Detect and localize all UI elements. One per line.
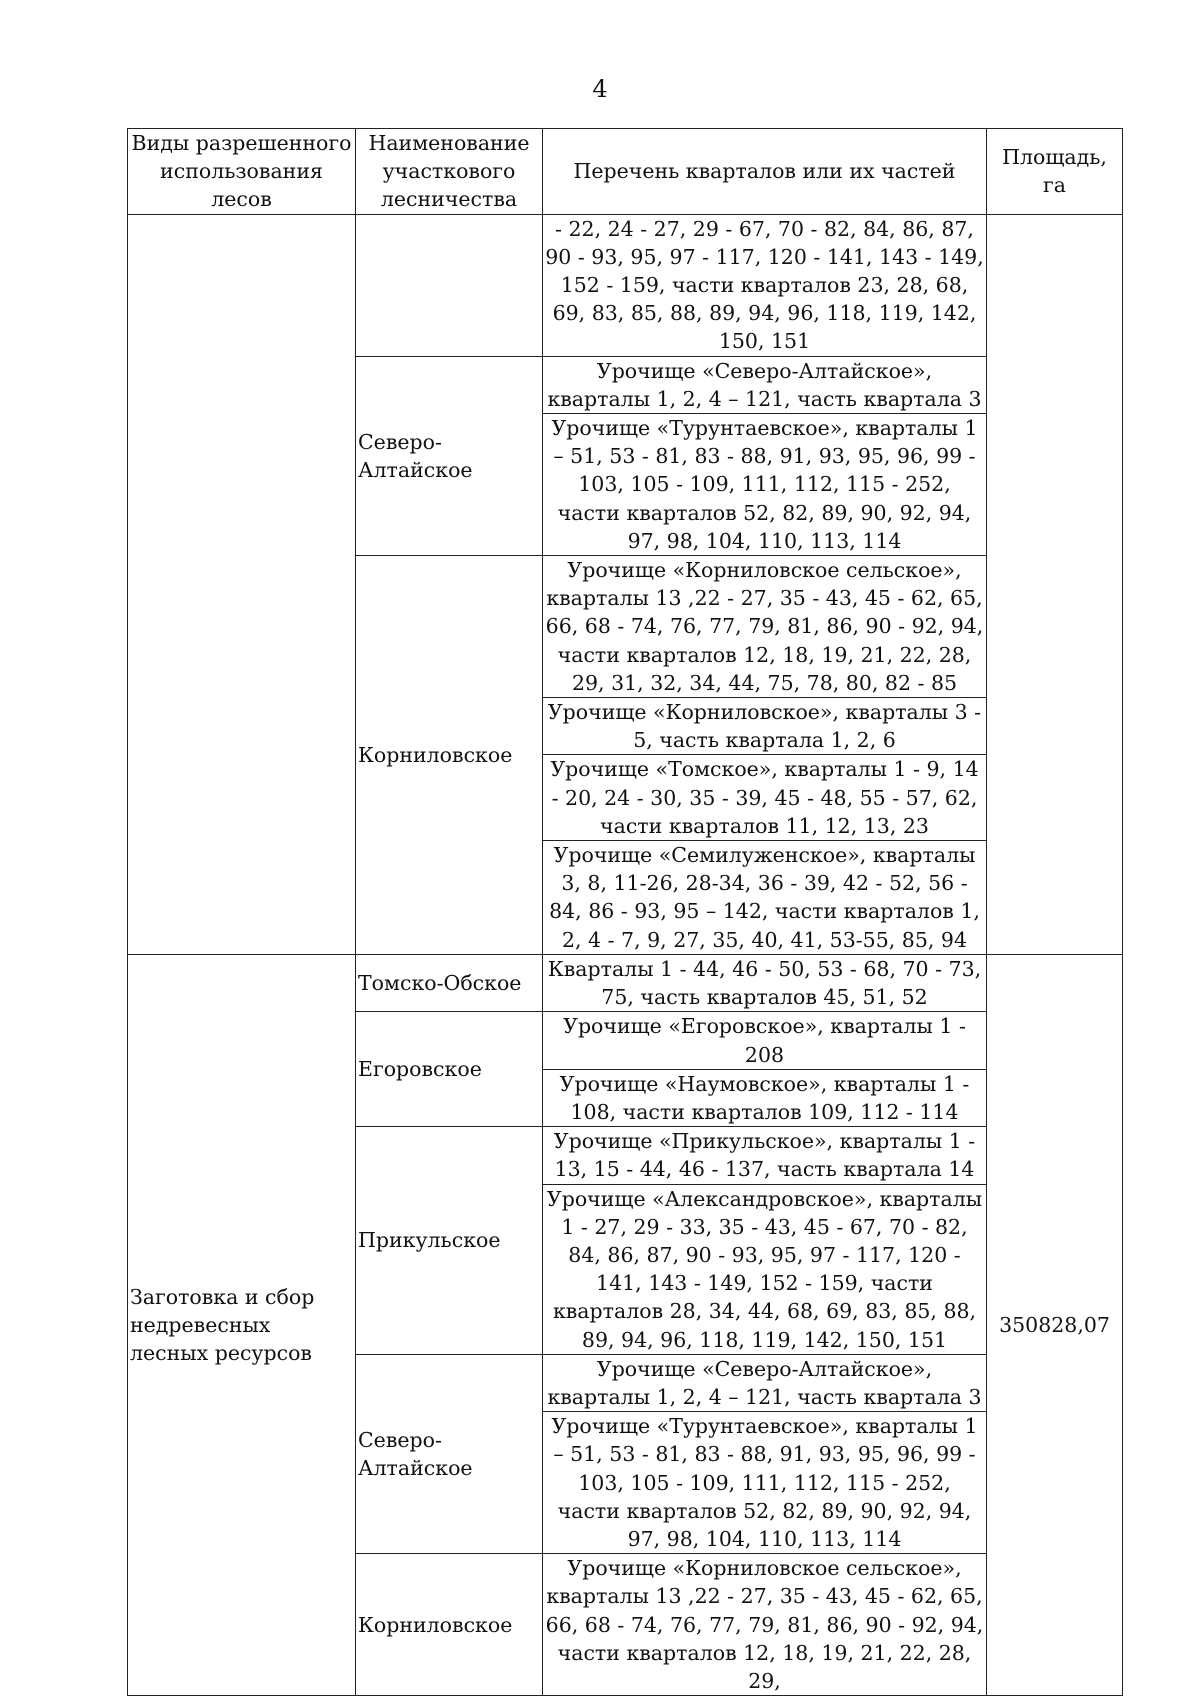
forestry-cell: Прикульское — [356, 1127, 543, 1355]
quarters-cell: Кварталы 1 - 44, 46 - 50, 53 - 68, 70 - 73, 75, часть кварталов 45, 51, 52 — [543, 954, 987, 1011]
forestry-cell: Корниловское — [356, 556, 543, 955]
header-quarters: Перечень кварталов или их частей — [543, 129, 987, 215]
forestry-cell: Томско-Обское — [356, 954, 543, 1011]
forestry-cell: Корниловское — [356, 1554, 543, 1696]
use-type-cell: Заготовка и сбор недревесных лесных ресурсов — [128, 954, 356, 1695]
use-type-cell — [128, 214, 356, 954]
table-row — [128, 214, 1123, 356]
forestry-cell: Егоровское — [356, 1012, 543, 1127]
page-number: 4 — [592, 75, 608, 103]
header-use-type: Виды разрешенного использования лесов — [128, 129, 356, 215]
area-cell: 350828,07 — [987, 954, 1123, 1695]
table-header-row — [128, 129, 1123, 215]
quarters-cell: Урочище «Томское», кварталы 1 - 9, 14 - 20, 24 - 30, 35 - 39, 45 - 48, 55 - 57, 62, части кварталов 11, 12, 13, 23 — [543, 755, 987, 841]
table-row — [128, 954, 1123, 1011]
quarters-cell: Урочище «Турунтаевское», кварталы 1 – 51, 53 - 81, 83 - 88, 91, 93, 95, 96, 99 - 103, 105 - 109, 111, 112, 115 - 252, части кварталов 52, 82, 89, 90, 92, 94, 97, 98, 104, 110, 113, 114 — [543, 414, 987, 556]
quarters-cell: Урочище «Корниловское сельское», кварталы 13 ,22 - 27, 35 - 43, 45 - 62, 65, 66, 68 - 74, 76, 77, 79, 81, 86, 90 - 92, 94, части кварталов 12, 18, 19, 21, 22, 28, 29, 31, 32, 34, 44, 75, 78, 80, 82 - 85 — [543, 556, 987, 698]
quarters-cell: Урочище «Семилуженское», кварталы 3, 8, 11-26, 28-34, 36 - 39, 42 - 52, 56 - 84, 86 - 93, 95 – 142, части кварталов 1, 2, 4 - 7, 9, 27, 35, 40, 41, 53-55, 85, 94 — [543, 841, 987, 955]
quarters-cell: Урочище «Александровское», кварталы 1 - 27, 29 - 33, 35 - 43, 45 - 67, 70 - 82, 84, 86, 87, 90 - 93, 95, 97 - 117, 120 - 141, 143 - 149, 152 - 159, части кварталов 28, 34, 44, 68, 69, 83, 85, 88, 89, 94, 96, 118, 119, 142, 150, 151 — [543, 1184, 987, 1354]
quarters-cell: Урочище «Наумовское», кварталы 1 - 108, части кварталов 109, 112 - 114 — [543, 1069, 987, 1126]
quarters-cell: Урочище «Егоровское», кварталы 1 - 208 — [543, 1012, 987, 1069]
quarters-cell: Урочище «Северо-Алтайское», кварталы 1, 2, 4 – 121, часть квартала 3 — [543, 1354, 987, 1411]
forestry-cell: Северо-Алтайское — [356, 1354, 543, 1553]
header-area: Площадь, га — [987, 129, 1123, 215]
forestry-cell — [356, 214, 543, 356]
forestry-cell: Северо-Алтайское — [356, 356, 543, 555]
quarters-cell: Урочище «Северо-Алтайское», кварталы 1, 2, 4 – 121, часть квартала 3 — [543, 356, 987, 413]
quarters-cell: Урочище «Турунтаевское», кварталы 1 – 51, 53 - 81, 83 - 88, 91, 93, 95, 96, 99 - 103, 105 - 109, 111, 112, 115 - 252, части кварталов 52, 82, 89, 90, 92, 94, 97, 98, 104, 110, 113, 114 — [543, 1412, 987, 1554]
area-cell — [987, 214, 1123, 954]
quarters-table — [127, 128, 1123, 1696]
quarters-cell: Урочище «Прикульское», кварталы 1 - 13, 15 - 44, 46 - 137, часть квартала 14 — [543, 1127, 987, 1184]
quarters-cell: Урочище «Корниловское», кварталы 3 - 5, часть квартала 1, 2, 6 — [543, 698, 987, 755]
quarters-cell: - 22, 24 - 27, 29 - 67, 70 - 82, 84, 86, 87, 90 - 93, 95, 97 - 117, 120 - 141, 143 - 149, 152 - 159, части кварталов 23, 28, 68, 69, 83, 85, 88, 89, 94, 96, 118, 119, 142, 150, 151 — [543, 214, 987, 356]
quarters-cell: Урочище «Корниловское сельское», кварталы 13 ,22 - 27, 35 - 43, 45 - 62, 65, 66, 68 - 74, 76, 77, 79, 81, 86, 90 - 92, 94, части кварталов 12, 18, 19, 21, 22, 28, 29, — [543, 1554, 987, 1696]
header-forestry: Наименование участкового лесничества — [356, 129, 543, 215]
